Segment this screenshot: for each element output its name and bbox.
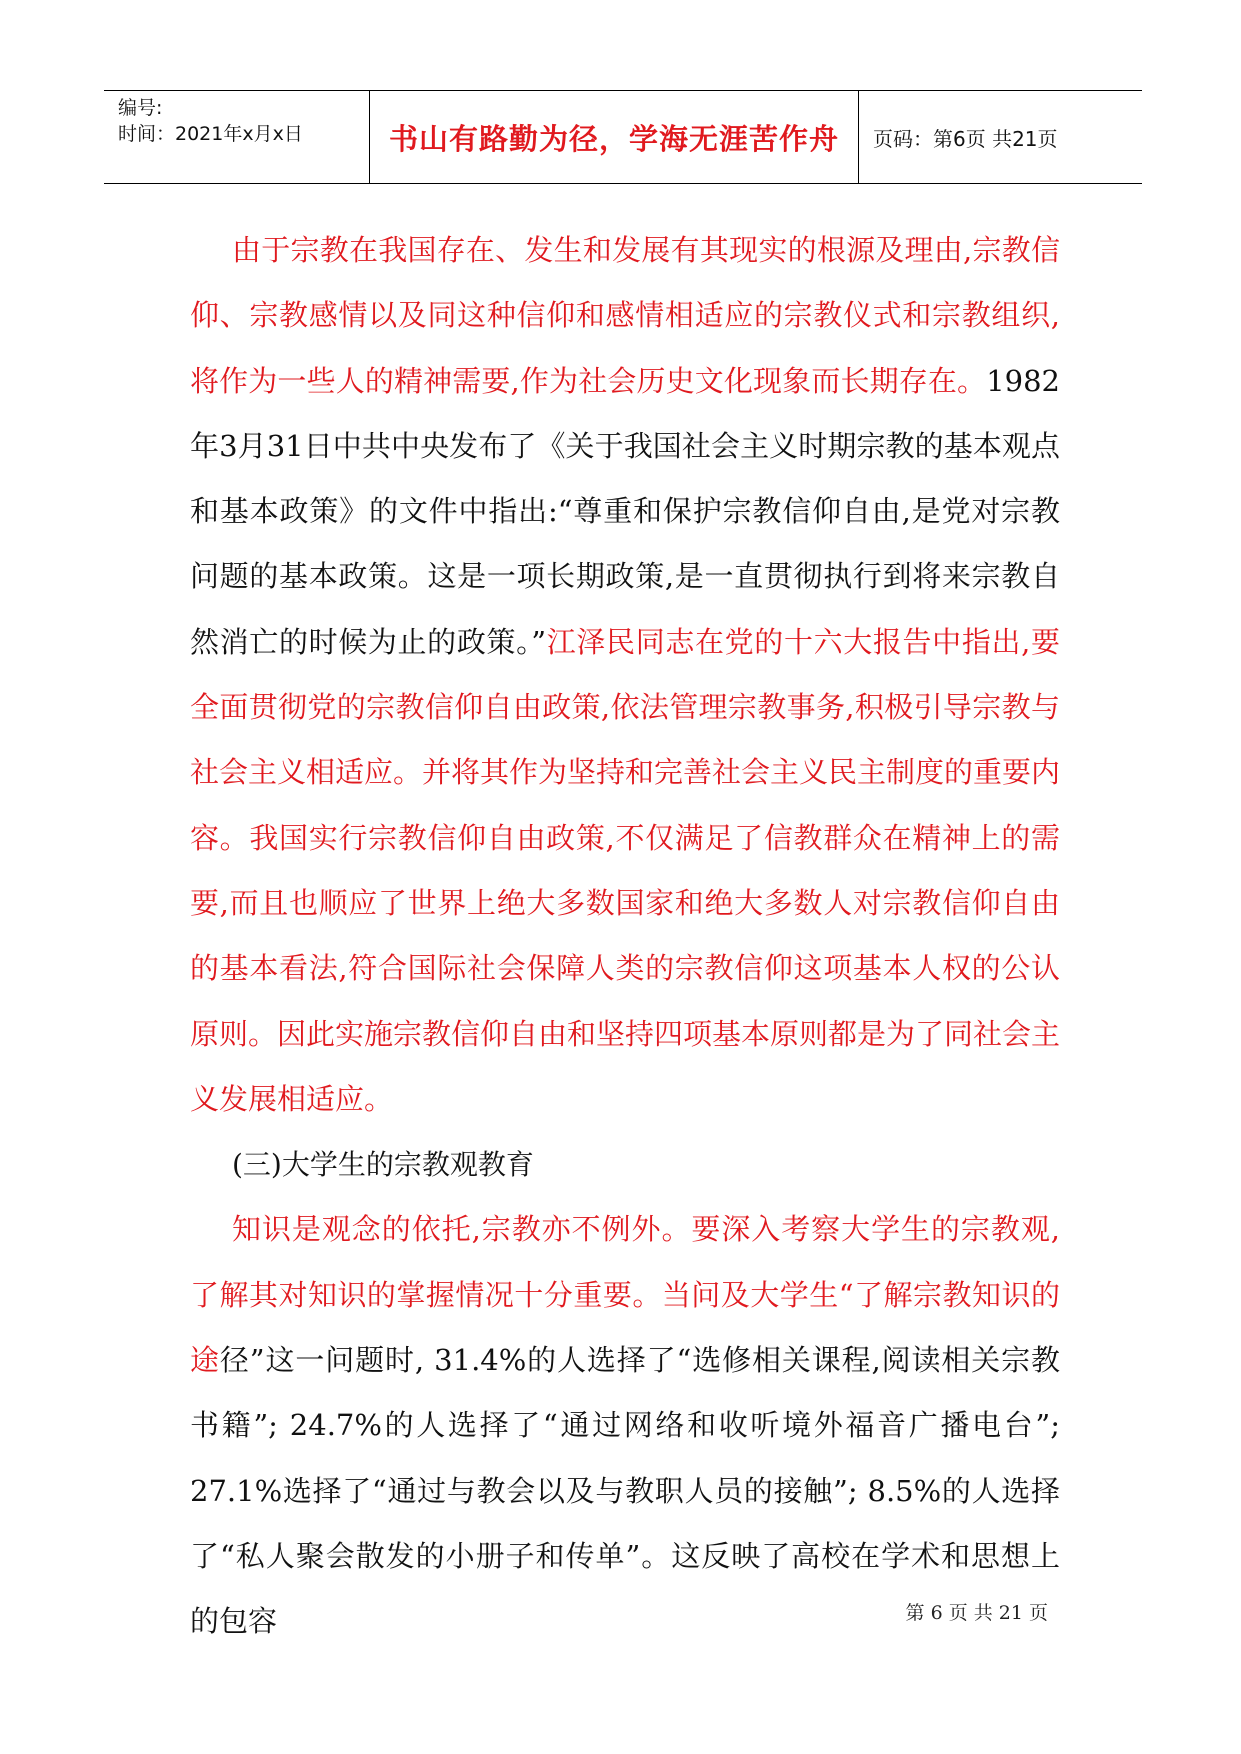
section-heading: (三)大学生的宗教观教育 bbox=[232, 1148, 534, 1182]
paragraph-1-red-text: 由于宗教在我国存在、发生和发展有其现实的根源及理由,宗教信仰、宗教感情以及同这种信仰和感情相适应的宗教仪式和宗教组织,将作为一些人的精神需要,作为社会历史文化现象而长期存在。 bbox=[190, 233, 1060, 398]
paragraph-2 bbox=[190, 1197, 1060, 1654]
paragraph-2-black-text: 径”这一问题时, 31.4%的人选择了“选修相关课程,阅读相关宗教书籍”; 24.7%的人选择了“通过网络和收听境外福音广播电台”; 27.1%选择了“通过与教会以及与教职人员的接触”; 8.5%的人选择了“私人聚会散发的小册子和传单”。这反映了高校在学术和思想上的包容 bbox=[190, 1343, 1060, 1639]
paragraph-2-red-text: 知识是观念的依托,宗教亦不例外。要深入考察大学生的宗教观,了解其对知识的掌握情况十分重要。当问及大学生“了解宗教知识的途 bbox=[190, 1212, 1060, 1378]
number-label: 编号: bbox=[118, 97, 163, 119]
header-motto-cell bbox=[369, 91, 859, 183]
paragraph-1 bbox=[190, 218, 1060, 1132]
page-footer: 第 6 页 共 21 页 bbox=[905, 1602, 1048, 1624]
paragraph-1-black-text: 1982年3月31日中共中央发布了《关于我国社会主义时期宗教的基本观点和基本政策》的文件中指出:“尊重和保护宗教信仰自由,是党对宗教问题的基本政策。这是一项长期政策,是一直贯彻执行到将来宗教自然消亡的时候为止的政策。” bbox=[190, 363, 1060, 659]
paragraph-1-red-text-2: 江泽民同志在党的十六大报告中指出,要全面贯彻党的宗教信仰自由政策,依法管理宗教事务,积极引导宗教与社会主义相适应。并将其作为坚持和完善社会主义民主制度的重要内容。我国实行宗教信仰自由政策,不仅满足了信教群众在精神上的需要,而且也顺应了世界上绝大多数国家和绝大多数人对宗教信仰自由的基本看法,符合国际社会保障人类的宗教信仰这项基本人权的公认原则。因此实施宗教信仰自由和坚持四项基本原则都是为了同社会主义发展相适应。 bbox=[190, 624, 1061, 1116]
page-header bbox=[104, 90, 1142, 184]
motto: 书山有路勤为径，学海无涯苦作舟 bbox=[388, 121, 839, 156]
time-label: 时间：2021年x月x日 bbox=[118, 123, 303, 145]
header-page-info: 页码：第6页 共21页 bbox=[873, 126, 1058, 151]
document-body bbox=[190, 218, 1060, 1655]
header-page-cell bbox=[859, 91, 1142, 183]
header-meta bbox=[104, 91, 369, 183]
